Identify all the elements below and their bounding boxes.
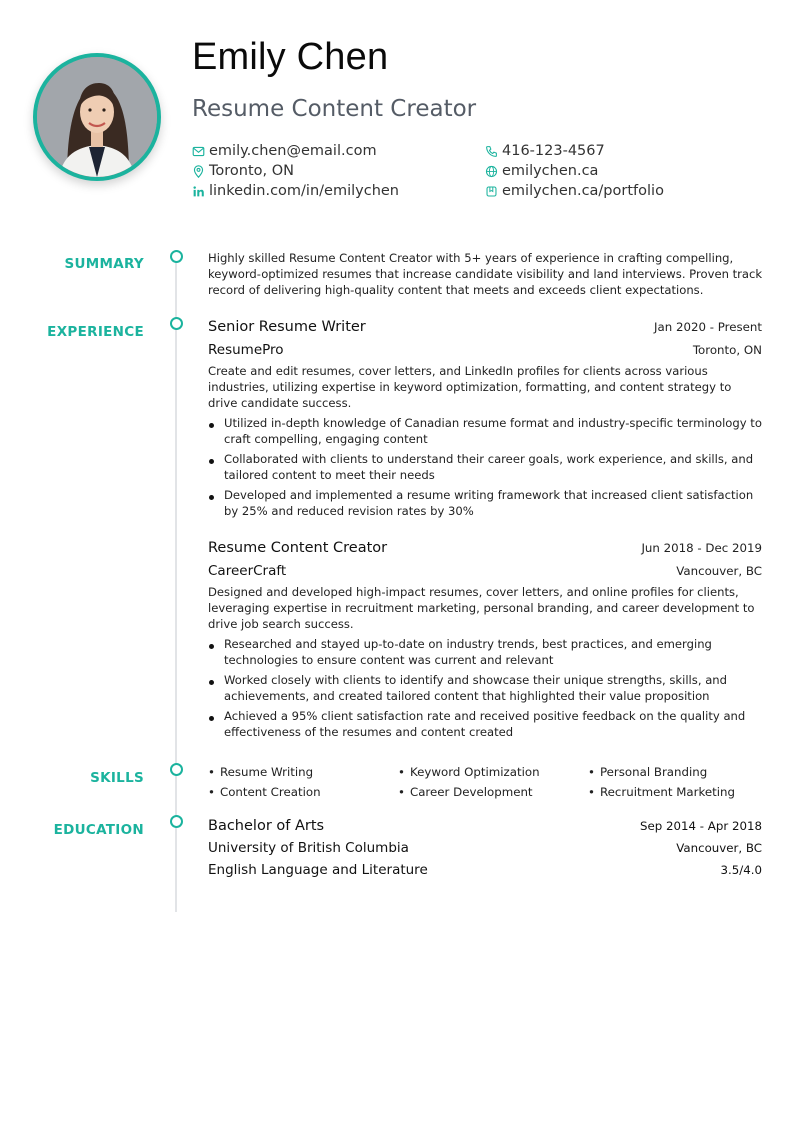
website-text: emilychen.ca bbox=[502, 163, 599, 179]
skill-item: • Recruitment Marketing bbox=[588, 784, 778, 800]
experience-entry bbox=[208, 540, 762, 744]
company-name: ResumePro bbox=[208, 342, 284, 358]
job-description: Designed and developed high-impact resumes, cover letters, and online profiles for clients, leveraging expertise in recruitment marketing, personal branding, and career development to drive job search success. bbox=[208, 585, 755, 631]
job-title: Senior Resume Writer bbox=[208, 319, 366, 335]
skill-item: • Content Creation bbox=[208, 784, 398, 800]
linkedin-text: linkedin.com/in/emilychen bbox=[209, 183, 399, 199]
list-item: Developed and implemented a resume writing framework that increased client satisfaction by 25% and reduced revision rates by 30% bbox=[208, 487, 762, 519]
contact-portfolio[interactable] bbox=[485, 183, 664, 199]
job-bullets bbox=[208, 415, 762, 519]
job-location: Toronto, ON bbox=[692, 343, 762, 357]
timeline-dot-experience bbox=[170, 317, 183, 330]
skills-grid bbox=[208, 764, 778, 800]
company-name: CareerCraft bbox=[208, 563, 287, 579]
major: English Language and Literature bbox=[208, 862, 428, 878]
job-bullets bbox=[208, 636, 762, 740]
job-location: Vancouver, BC bbox=[676, 564, 762, 578]
timeline-dot-summary bbox=[170, 250, 183, 263]
timeline-dot-skills bbox=[170, 763, 183, 776]
section-label-education: EDUCATION bbox=[53, 822, 144, 838]
portfolio-icon bbox=[485, 185, 498, 198]
skill-item: • Resume Writing bbox=[208, 764, 398, 780]
phone-text: 416-123-4567 bbox=[502, 143, 605, 159]
skill-item: • Personal Branding bbox=[588, 764, 778, 780]
skill-item: • Keyword Optimization bbox=[398, 764, 588, 780]
degree: Bachelor of Arts bbox=[208, 818, 325, 834]
school-location: Vancouver, BC bbox=[676, 841, 762, 855]
gpa: 3.5/4.0 bbox=[720, 863, 762, 877]
contact-linkedin[interactable] bbox=[192, 183, 399, 199]
section-label-experience: EXPERIENCE bbox=[47, 324, 144, 340]
contact-phone[interactable] bbox=[485, 143, 605, 159]
job-title: Resume Content Creator bbox=[208, 540, 388, 556]
phone-icon bbox=[485, 145, 498, 158]
contact-email[interactable] bbox=[192, 143, 377, 159]
envelope-icon bbox=[192, 145, 205, 158]
experience-entry bbox=[208, 319, 762, 523]
candidate-title: Resume Content Creator bbox=[192, 96, 477, 122]
summary-text: Highly skilled Resume Content Creator with 5+ years of experience in crafting compelling, keyword-optimized resumes that increase candidate visibility and land interviews. Proven track record of delivering high-quality content that meets and exceeds client expectations. bbox=[208, 251, 763, 297]
linkedin-icon bbox=[192, 185, 205, 198]
education-dates: Sep 2014 - Apr 2018 bbox=[640, 819, 762, 833]
job-description: Create and edit resumes, cover letters, and LinkedIn profiles for clients across various industries, utilizing expertise in keyword optimization, formatting, and content strategy to drive candidate success. bbox=[208, 364, 732, 410]
list-item: Achieved a 95% client satisfaction rate and received positive feedback on the quality and effectiveness of the resumes and content created bbox=[208, 708, 762, 740]
job-dates: Jan 2020 - Present bbox=[654, 320, 762, 334]
contact-website[interactable] bbox=[485, 163, 598, 179]
map-pin-icon bbox=[192, 165, 205, 178]
list-item: Worked closely with clients to identify and showcase their unique strengths, skills, and achievements, and created tailored content that highlighted their value proposition bbox=[208, 672, 762, 704]
email-text: emily.chen@email.com bbox=[209, 143, 377, 159]
list-item: Collaborated with clients to understand their career goals, work experience, and skills, and tailored content to meet their needs bbox=[208, 451, 762, 483]
portfolio-text: emilychen.ca/portfolio bbox=[502, 183, 664, 199]
list-item: Researched and stayed up-to-date on industry trends, best practices, and emerging technologies to ensure content was current and relevant bbox=[208, 636, 762, 668]
school-name: University of British Columbia bbox=[208, 840, 409, 856]
timeline-line bbox=[175, 258, 177, 912]
list-item: Utilized in-depth knowledge of Canadian resume format and industry-specific terminology to craft compelling, engaging content bbox=[208, 415, 762, 447]
education-entry bbox=[208, 818, 762, 878]
job-dates: Jun 2018 - Dec 2019 bbox=[641, 541, 762, 555]
section-label-summary: SUMMARY bbox=[64, 256, 144, 272]
globe-icon bbox=[485, 165, 498, 178]
candidate-name: Emily Chen bbox=[192, 36, 389, 78]
timeline-dot-education bbox=[170, 815, 183, 828]
profile-photo bbox=[33, 53, 161, 181]
section-label-skills: SKILLS bbox=[90, 770, 144, 786]
location-text: Toronto, ON bbox=[209, 163, 295, 179]
contact-location bbox=[192, 163, 294, 179]
skill-item: • Career Development bbox=[398, 784, 588, 800]
